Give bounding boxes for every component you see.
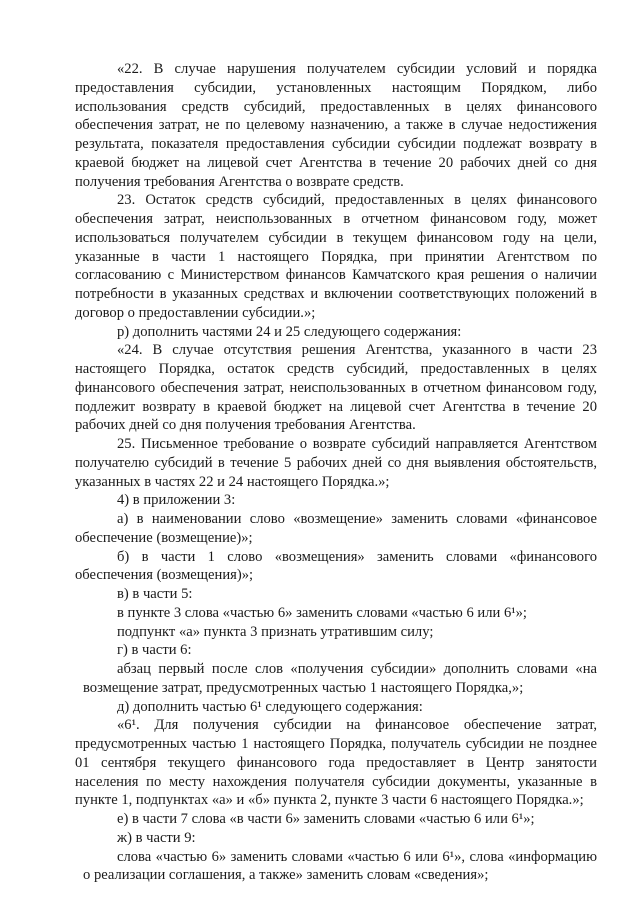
- paragraph-24: «24. В случае отсутствия решения Агентства, указанного в части 23 настоящего Порядка, остаток средств субсидий, предоставленных в целях финансового обеспечения затрат, неиспользованных в отчетном финансовом году, подлежит возврату в краевой бюджет на лицевой счет Агентства в течение 20 рабочих дней со дня получения требования Агентства.: [75, 342, 597, 434]
- item-r: р) дополнить частями 24 и 25 следующего содержания:: [117, 323, 462, 340]
- item-d: д) дополнить частью 6¹ следующего содержания:: [117, 698, 423, 715]
- item-zh: ж) в части 9:: [117, 829, 196, 846]
- item-e: е) в части 7 слова «в части 6» заменить словами «частью 6 или 6¹»;: [117, 811, 535, 827]
- item-g: г) в части 6:: [117, 642, 192, 659]
- item-4: 4) в приложении 3:: [117, 492, 236, 509]
- document-body: [75, 60, 597, 885]
- item-b: б) в части 1 слово «возмещения» заменить словами «финансового обеспечения (возмещения)»;: [75, 548, 597, 584]
- item-v-point-3: в пункте 3 слова «частью 6» заменить словами «частью 6 или 6¹»;: [117, 604, 527, 621]
- item-v: в) в части 5:: [117, 586, 193, 602]
- paragraph-25: 25. Письменное требование о возврате субсидий направляется Агентством получателю субсидий в течение 5 рабочих дней со дня выявления обстоятельств, указанных в частях 22 и 24 настоящего Порядка.»;: [75, 436, 597, 490]
- item-zh-words: слова «частью 6» заменить словами «частью 6 или 6¹», слова «информацию о реализации соглашения, а также» заменить словам «сведения»;: [83, 848, 597, 884]
- paragraph-22: «22. В случае нарушения получателем субсидии условий и порядка предоставления субсидии, установленных настоящим Порядком, либо использования средств субсидий, предоставленных в целях финансового обеспечения затрат, не по целевому назначению, а также в случае недостижения результата, показателя предоставления субсидии субсидии подлежат возврату в краевой бюджет на лицевой счет Агентства в течение 20 рабочих дней со дня получения требования Агентства о возврате средств.: [75, 61, 597, 190]
- item-g-paragraph-1: абзац первый после слов «получения субсидии» дополнить словами «на возмещение затрат, предусмотренных частью 1 настоящего Порядка,»;: [83, 661, 597, 696]
- paragraph-23: 23. Остаток средств субсидий, предоставленных в целях финансового обеспечения затрат, неиспользованных в отчетном финансовом году, может использоваться получателем субсидии в текущем финансовом году на цели, указанные в части 1 настоящего Порядка, при принятии Агентством по согласованию с Министерством финансов Камчатского края решения о наличии потребности в указанных средствах и включении соответствующих положений в договор о предоставлении субсидии.»;: [75, 192, 597, 321]
- item-v-subpoint-a: подпункт «а» пункта 3 признать утратившим силу;: [117, 623, 434, 640]
- paragraph-6-1: «6¹. Для получения субсидии на финансовое обеспечение затрат, предусмотренных частью 1 настоящего Порядка, получатель субсидии не позднее 01 сентября текущего финансового года предоставляет в Центр занятости населения по месту нахождения получателя субсидии документы, указанные в пункте 1, подпунктах «а» и «б» пункта 2, пункте 3 части 6 настоящего Порядка.»;: [75, 717, 597, 809]
- item-a: а) в наименовании слово «возмещение» заменить словами «финансовое обеспечение (возмещение)»;: [75, 511, 597, 546]
